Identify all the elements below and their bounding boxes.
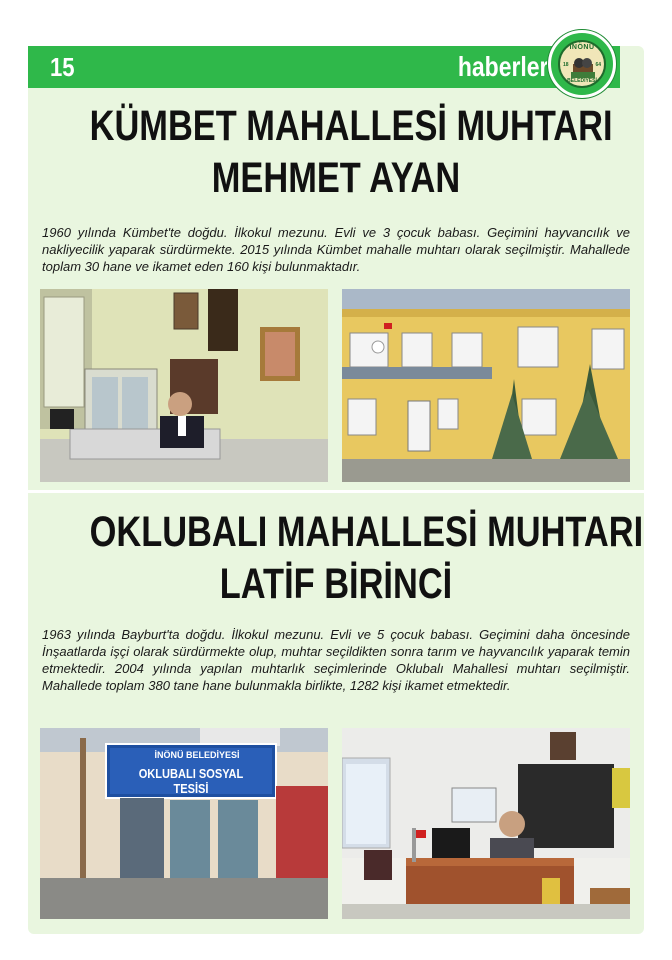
photo-kumbet-building: [342, 289, 630, 482]
section-title: haberler: [457, 51, 548, 82]
municipality-logo: [548, 30, 616, 98]
logo-year-left: 18: [563, 62, 569, 68]
logo-bottom-text: BELEDİYESİ: [567, 78, 597, 84]
header-bar: [28, 46, 620, 88]
photo-muhtar-office-oklubali: [342, 728, 630, 919]
article-bio: 1960 yılında Kümbet'te doğdu. İlkokul mezunu. Evli ve 3 çocuk babası. Geçimini hayvancılık ve nakliyecilik yaparak sürdürmekte. 2015 yılında Kümbet mahalle muhtarı olarak seçilmiştir. Mahallede toplam 30 hane ve ikamet eden 160 kişi bulunmaktadır.: [42, 225, 630, 274]
article-oklubali: [28, 506, 644, 693]
headline-line-2: LATİF BİRİNCİ: [219, 560, 453, 608]
headline-line-1: OKLUBALI MAHALLESİ MUHTARI: [89, 508, 644, 556]
logo-year-right: 64: [595, 62, 601, 68]
page-number: 15: [50, 51, 75, 82]
logo-top-text: İNÖNÜ: [569, 44, 595, 51]
facility-sign-name: OKLUBALI SOSYAL TESİSİ: [138, 766, 244, 796]
article-bio: 1963 yılında Bayburt'ta doğdu. İlkokul mezunu. Evli ve 5 çocuk babası. Geçimini daha öncesinde İnşaatlarda işçi olarak sürdürmekte olup, muhtar seçildikten sonra tarım ve hayvancılık yaparak temin etmektedir. 2004 yılında yapılan muhtarlık seçimlerinde Oklubalı Mahallesi muhtarı seçilmiştir. Mahallede toplam 380 tane hane bulunmakla birlikte, 1282 kişi ikamet etmektedir.: [42, 627, 630, 693]
headline-line-1: KÜMBET MAHALLESİ MUHTARI: [89, 102, 613, 150]
logo-emblem-icon: [571, 54, 595, 78]
headline-line-2: MEHMET AYAN: [211, 154, 461, 202]
photo-oklubali-social-facility: [40, 728, 328, 919]
article-kumbet: [28, 100, 644, 274]
facility-sign-title: İNÖNÜ BELEDİYESİ: [154, 750, 240, 760]
logo-seal: [558, 40, 606, 88]
photo-muhtar-office-kumbet: [40, 289, 328, 482]
section-divider: [28, 490, 644, 493]
